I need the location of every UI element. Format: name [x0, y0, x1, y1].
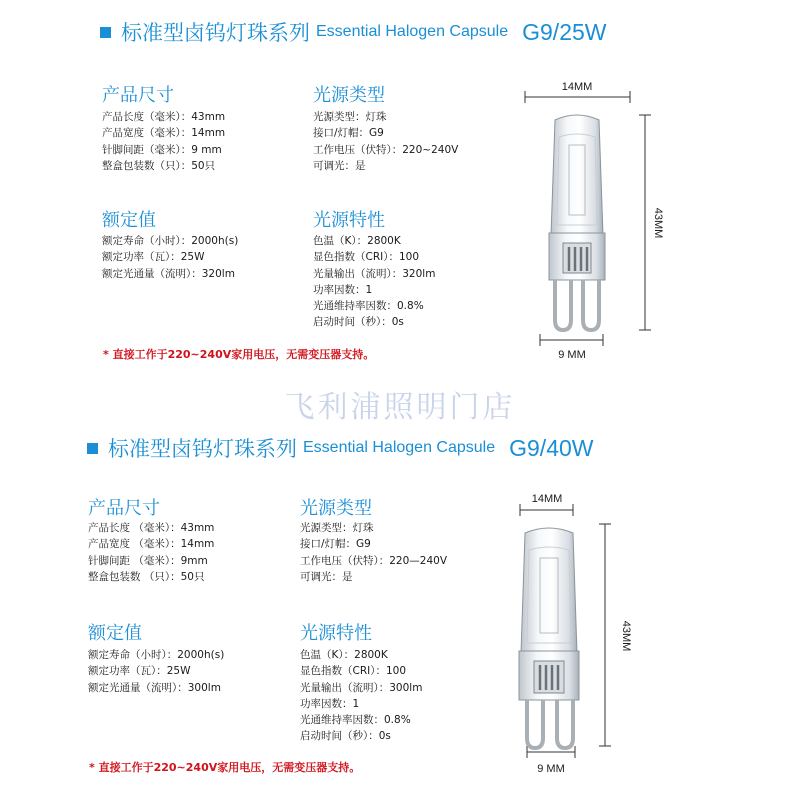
- rated-spec-list: [102, 233, 238, 282]
- spec-line: 启动时间（秒）：0s: [300, 730, 391, 743]
- spec-line: 额定功率（瓦）：25W: [88, 665, 191, 678]
- bulb-diagram: [515, 75, 665, 365]
- product-title: [100, 17, 607, 47]
- title-square-icon: [87, 443, 98, 454]
- section-heading: 光源特性: [300, 623, 372, 644]
- spec-line: 显色指数（CRI）：100: [313, 251, 420, 264]
- dim-height-label: 43MM: [652, 207, 664, 239]
- spec-line: 光源类型：灯珠: [300, 522, 374, 534]
- section-heading: 额定值: [88, 623, 142, 644]
- section-heading: 光源特性: [313, 210, 385, 231]
- dim-pin-label: 9 MM: [537, 763, 565, 775]
- spec-line: 额定寿命（小时）：2000h(s): [102, 235, 239, 247]
- dim-height-label: 43MM: [620, 620, 632, 652]
- title-cn: 标准型卤钨灯珠系列: [121, 21, 310, 45]
- spec-line: 产品长度（毫米）：43mm: [102, 111, 226, 123]
- spec-line: 光量输出（流明）：300lm: [300, 681, 423, 694]
- traits-spec-list: [313, 233, 435, 331]
- section-heading: 产品尺寸: [88, 498, 160, 519]
- size-spec-list: [88, 520, 214, 585]
- spec-line: 产品宽度 （毫米）：14mm: [88, 538, 215, 551]
- spec-line: 光通维持率因数：0.8%: [313, 300, 424, 313]
- bulb-diagram: [505, 488, 655, 788]
- spec-line: 额定光通量（流明）：320lm: [102, 267, 235, 280]
- spec-line: 光通维持率因数：0.8%: [300, 714, 411, 727]
- g9-pins: [527, 700, 573, 748]
- spec-line: 光源类型：灯珠: [313, 111, 387, 123]
- spec-line: 工作电压（伏特）：220~240V: [313, 143, 459, 156]
- spec-line: 功率因数：1: [313, 283, 373, 296]
- title-en: Essential Halogen Capsule: [303, 439, 496, 456]
- spec-line: 光量输出（流明）：320lm: [313, 267, 436, 280]
- dim-width-label: 14MM: [561, 81, 593, 93]
- source-spec-list: [300, 520, 447, 585]
- title-en: Essential Halogen Capsule: [316, 23, 509, 40]
- rated-spec-list: [88, 647, 224, 696]
- g9-pins: [555, 280, 599, 330]
- spec-line: 可调光：是: [300, 570, 353, 583]
- dim-width-label: 14MM: [531, 493, 563, 505]
- model-name: G9/25W: [522, 18, 607, 45]
- size-spec-list: [102, 109, 225, 174]
- spec-line: 可调光：是: [313, 159, 366, 172]
- spec-line: 产品长度 （毫米）：43mm: [88, 522, 215, 534]
- voltage-note: * 直接工作于220~240V家用电压，无需变压器支持。: [103, 348, 375, 361]
- spec-line: 额定功率（瓦）：25W: [102, 251, 205, 264]
- section-heading: 额定值: [102, 210, 156, 231]
- shop-watermark: 飞利浦照明门店: [284, 390, 516, 425]
- spec-line: 启动时间（秒）：0s: [313, 316, 404, 329]
- spec-line: 额定光通量（流明）：300lm: [88, 681, 221, 694]
- glass-capsule: [551, 115, 603, 235]
- spec-line: 整盒包装数（只）：50只: [102, 159, 216, 172]
- spec-line: 色温（K）：2800K: [300, 649, 388, 661]
- spec-line: 针脚间距 （毫米）：9mm: [88, 554, 208, 567]
- spec-line: 整盒包装数 （只）：50只: [88, 570, 205, 583]
- spec-line: 色温（K）：2800K: [313, 235, 401, 247]
- section-heading: 光源类型: [300, 498, 372, 519]
- dim-pin-label: 9 MM: [558, 349, 586, 361]
- spec-line: 显色指数（CRI）：100: [300, 665, 407, 678]
- section-heading: 光源类型: [313, 85, 385, 106]
- spec-line: 工作电压（伏特）：220—240V: [300, 554, 448, 567]
- voltage-note: * 直接工作于220~240V家用电压，无需变压器支持。: [89, 761, 361, 774]
- title-square-icon: [100, 27, 111, 38]
- section-heading: 产品尺寸: [102, 85, 174, 106]
- product-title: [87, 433, 594, 463]
- title-cn: 标准型卤钨灯珠系列: [108, 437, 297, 461]
- spec-line: 接口/灯帽：G9: [300, 538, 371, 551]
- source-spec-list: [313, 109, 458, 174]
- traits-spec-list: [300, 647, 422, 745]
- spec-line: 针脚间距（毫米）：9 mm: [102, 143, 222, 156]
- spec-line: 功率因数：1: [300, 697, 360, 710]
- spec-line: 接口/灯帽：G9: [313, 127, 384, 140]
- model-name: G9/40W: [509, 434, 594, 461]
- spec-line: 额定寿命（小时）：2000h(s): [88, 649, 225, 661]
- spec-line: 产品宽度（毫米）：14mm: [102, 127, 226, 140]
